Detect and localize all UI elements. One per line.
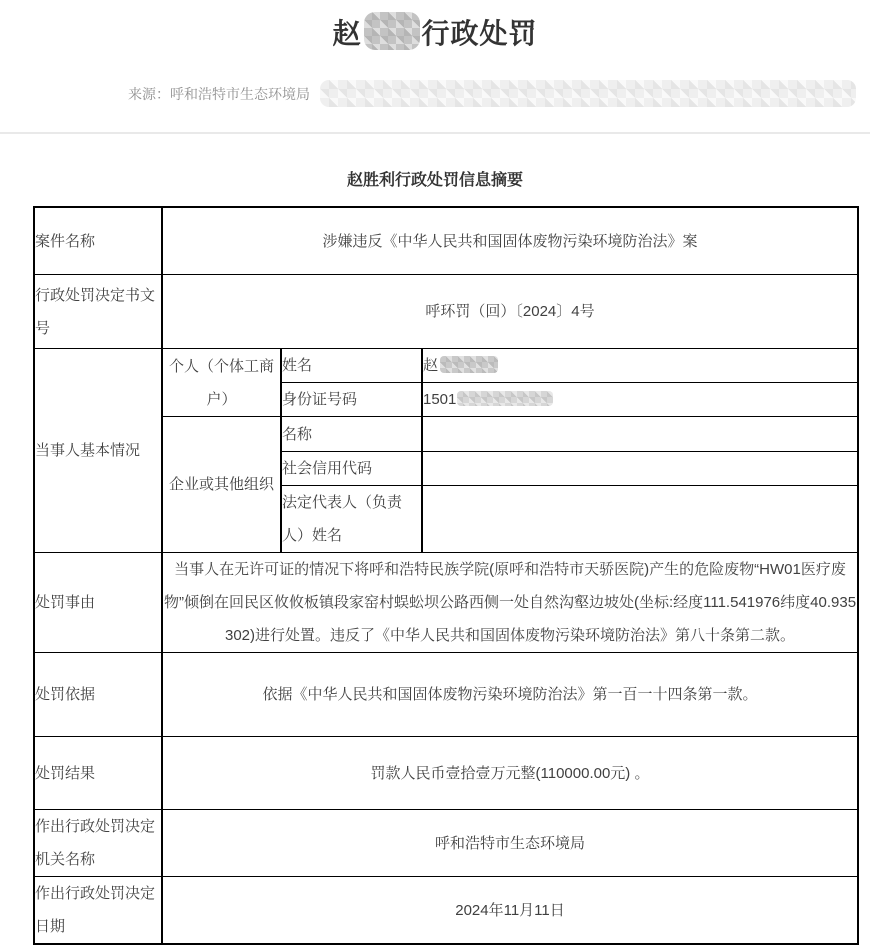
case-name-value: 涉嫌违反《中华人民共和国固体废物污染环境防治法》案: [162, 207, 858, 275]
reason-value: 当事人在无许可证的情况下将呼和浩特民族学院(原呼和浩特市天骄医院)产生的危险废物“HW01医疗废物”倾倒在回民区攸攸板镇段家窑村蜈蚣坝公路西侧一处自然沟壑边坡处(坐标:经度111.541976纬度40.935302)进行处置。违反了《中华人民共和国固体废物污染环境防治法》第八十条第二款。: [162, 553, 858, 653]
id-number-text: 1501: [423, 391, 457, 408]
basis-label: 处罚依据: [34, 653, 162, 737]
name-value: [422, 349, 858, 383]
result-label: 处罚结果: [34, 737, 162, 810]
date-label: 作出行政处罚决定日期: [34, 877, 162, 945]
doc-no-label: 行政处罚决定书文号: [34, 275, 162, 349]
table-row: [34, 737, 858, 810]
legal-rep-label: 法定代表人（负责人）姓名: [281, 486, 422, 553]
case-name-label: 案件名称: [34, 207, 162, 275]
id-number-label: 身份证号码: [281, 383, 422, 417]
name-label: 姓名: [281, 349, 422, 383]
penalty-summary-table: [33, 206, 859, 945]
credit-code-label: 社会信用代码: [281, 452, 422, 486]
table-row: [34, 349, 858, 383]
reason-label: 处罚事由: [34, 553, 162, 653]
redaction-blur-source: [320, 80, 856, 107]
org-name-value: [422, 417, 858, 452]
agency-label: 作出行政处罚决定机关名称: [34, 810, 162, 877]
source-label: 来源：呼和浩特市生态环境局: [128, 85, 310, 102]
result-value: 罚款人民币壹拾壹万元整(110000.00元) 。: [162, 737, 858, 810]
credit-code-value: [422, 452, 858, 486]
table-row: [34, 207, 858, 275]
date-value: 2024年11月11日: [162, 877, 858, 945]
table-row: [34, 877, 858, 945]
page-title-suffix: 行政处罚: [421, 18, 538, 49]
table-row: [34, 553, 858, 653]
page-header: [0, 0, 870, 134]
table-row: [34, 275, 858, 349]
redaction-blur-name: [440, 356, 498, 373]
table-row: [34, 810, 858, 877]
redaction-blur-title: [364, 12, 420, 50]
page-title-prefix: 赵: [332, 18, 362, 49]
agency-value: 呼和浩特市生态环境局: [162, 810, 858, 877]
name-value-text: 赵: [423, 357, 439, 374]
basis-value: 依据《中华人民共和国固体废物污染环境防治法》第一百一十四条第一款。: [162, 653, 858, 737]
legal-rep-value: [422, 486, 858, 553]
party-org-label: 企业或其他组织: [162, 417, 281, 553]
table-row: [34, 653, 858, 737]
org-name-label: 名称: [281, 417, 422, 452]
redaction-blur-id: [457, 391, 553, 406]
party-label: 当事人基本情况: [34, 349, 162, 553]
id-number-value: [422, 383, 858, 417]
doc-no-value: 呼环罚（回）〔2024〕4号: [162, 275, 858, 349]
party-individual-label: 个人（个体工商户）: [162, 349, 281, 417]
header-divider: [0, 132, 870, 134]
source-row: [128, 80, 856, 107]
page-title: [0, 12, 870, 54]
summary-table-title: 赵胜利行政处罚信息摘要: [346, 172, 523, 189]
